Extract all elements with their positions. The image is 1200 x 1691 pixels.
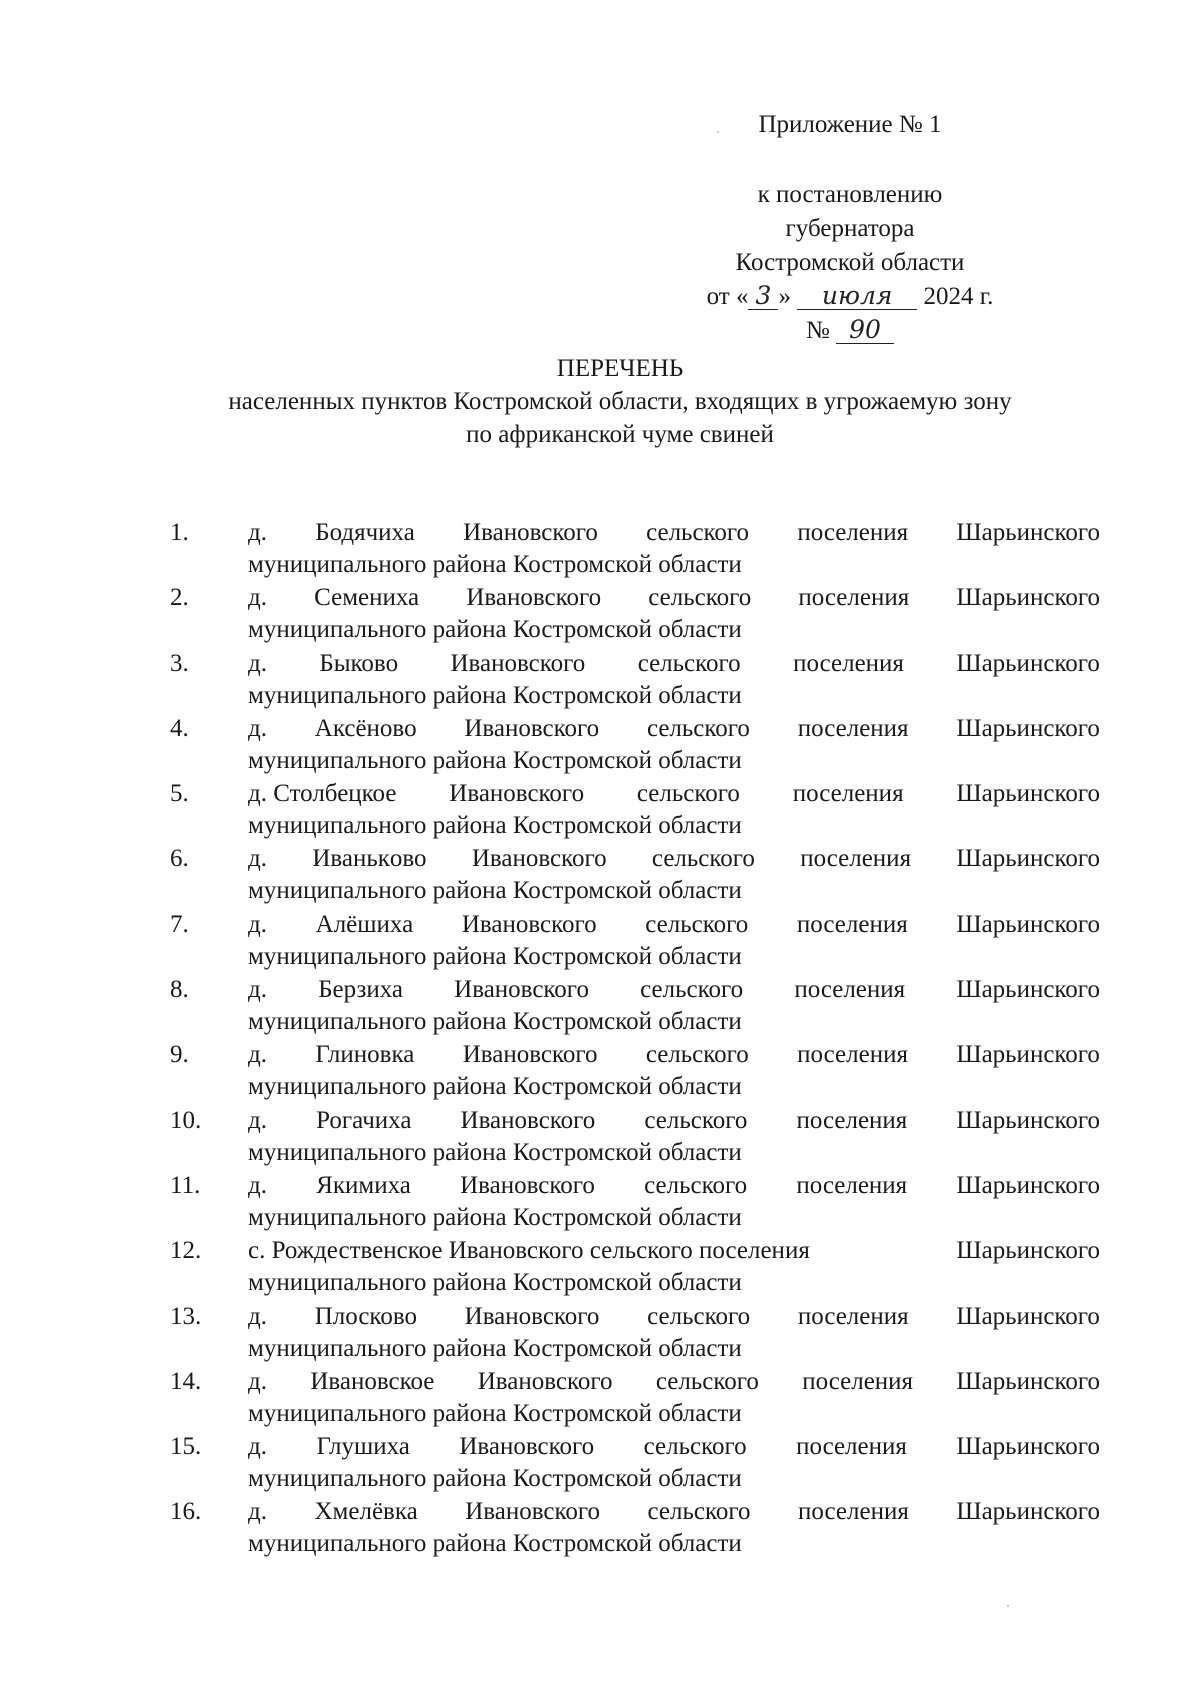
list-item-text: [248, 1301, 1100, 1365]
list-item-line-1: [248, 1039, 1100, 1071]
list-item-line-2: муниципального района Костромской области: [248, 681, 742, 709]
list-item-word: поселения: [796, 1171, 908, 1199]
list-item-word: с. Рождественское Ивановского сельского поселения: [248, 1237, 810, 1265]
list-item-word: поселения: [802, 1367, 914, 1395]
list-item-number: 6.: [170, 845, 189, 873]
list-item-line-1: [248, 1105, 1100, 1137]
list-item-line-1: [248, 843, 1100, 875]
list-item-word: д.: [248, 845, 267, 873]
list-item-number: 15.: [170, 1433, 202, 1461]
list-item-word: поселения: [794, 976, 906, 1004]
resolution-date-line: [700, 280, 1000, 348]
list-item-word: Быково: [319, 649, 399, 677]
resolution-line-1: к постановлению губернатора: [757, 181, 943, 242]
list-item-word: Ивановского: [450, 649, 586, 677]
list-item-line-1: [248, 1170, 1100, 1202]
list-item-text: [248, 517, 1100, 581]
list-item-word: сельского: [637, 649, 741, 677]
list-heading: [170, 352, 1070, 451]
list-item-word: поселения: [800, 845, 912, 873]
resolution-line-2: Костромской области: [735, 249, 965, 276]
list-item-word: Шарьинского: [956, 976, 1100, 1004]
list-item-word: Ивановского: [464, 714, 600, 742]
heading-subtitle-line-1: населенных пунктов Костромской области, входящих в угрожаемую зону: [228, 388, 1012, 415]
list-item-word: Ивановского: [461, 910, 597, 938]
list-item: [170, 1431, 1100, 1496]
list-item: [170, 1170, 1100, 1235]
appendix-title: Приложение № 1: [758, 111, 942, 138]
list-item-text: [248, 1496, 1100, 1560]
list-item-word: Ивановского: [460, 1171, 595, 1199]
list-item-word: Плосково: [314, 1302, 417, 1330]
list-item: [170, 713, 1100, 778]
list-item-line-1: [248, 1235, 1100, 1267]
list-item-word: Шарьинского: [956, 910, 1100, 938]
list-item-word: Шарьинского: [956, 845, 1100, 873]
list-item-line-2: муниципального района Костромской области: [248, 1203, 742, 1231]
list-item-word: Шарьинского: [956, 1433, 1100, 1461]
list-item-word: поселения: [793, 649, 904, 677]
handwritten-month: июля: [797, 283, 917, 310]
list-item-word: д. Столбецкое: [248, 780, 397, 808]
list-item-line-1: [248, 778, 1100, 810]
list-item-line-2: муниципального района Костромской области: [248, 877, 742, 905]
list-item-word: поселения: [798, 1498, 909, 1526]
list-item-word: Ивановского: [454, 976, 589, 1004]
list-item: [170, 1105, 1100, 1170]
list-item-word: сельского: [646, 519, 750, 546]
list-item-word: Ивановского: [464, 1302, 600, 1330]
list-item: [170, 909, 1100, 974]
list-item-word: Ивановское: [310, 1367, 435, 1395]
list-item-word: д.: [248, 1302, 267, 1330]
list-item: [170, 843, 1100, 908]
list-item-word: сельского: [651, 845, 755, 873]
list-item-word: Ивановского: [462, 1041, 598, 1069]
list-item: [170, 648, 1100, 713]
list-item-word: Рогачиха: [316, 1106, 412, 1134]
handwritten-number: 90: [836, 317, 894, 344]
list-item-line-1: [248, 909, 1100, 941]
list-item-word: сельского: [647, 1498, 751, 1526]
list-item-word: д.: [248, 1106, 267, 1134]
list-item-number: 16.: [170, 1498, 202, 1526]
list-item-word: Глушиха: [316, 1433, 410, 1461]
date-prefix: от «: [706, 283, 749, 310]
list-item-text: [248, 648, 1100, 712]
list-item-word: поселения: [798, 584, 910, 612]
list-item: [170, 1235, 1100, 1300]
list-item-word: сельского: [648, 584, 752, 612]
list-item-text: [248, 778, 1100, 842]
list-item-word: д.: [248, 519, 267, 546]
list-item-line-2: муниципального района Костромской области: [248, 1269, 742, 1297]
list-item: [170, 974, 1100, 1039]
list-item-word: д.: [248, 976, 267, 1004]
list-item-number: 14.: [170, 1367, 202, 1395]
list-item-word: сельского: [636, 780, 740, 808]
scan-speck: [717, 131, 719, 133]
list-item-text: [248, 974, 1100, 1038]
list-item-number: 13.: [170, 1302, 202, 1330]
list-item-word: Шарьинского: [956, 584, 1100, 612]
list-item-text: [248, 582, 1100, 646]
list-item-word: Шарьинского: [956, 1106, 1100, 1134]
list-item-text: [248, 713, 1100, 777]
list-item-line-2: муниципального района Костромской области: [248, 1138, 742, 1166]
list-item-word: поселения: [797, 714, 909, 742]
list-item-number: 3.: [170, 649, 189, 677]
list-item-line-2: муниципального района Костромской области: [248, 746, 742, 774]
list-item-word: поселения: [792, 780, 904, 808]
list-item-line-2: муниципального района Костромской области: [248, 942, 742, 970]
list-item-line-1: [248, 1366, 1100, 1398]
list-item-word: д.: [248, 584, 267, 612]
heading-subtitle-line-2: по африканской чуме свиней: [466, 421, 774, 448]
list-item-text: [248, 1170, 1100, 1234]
list-item: [170, 1039, 1100, 1104]
list-item-word: поселения: [796, 1106, 908, 1134]
list-item-word: д.: [248, 1367, 267, 1395]
handwritten-day: 3: [748, 283, 778, 310]
list-item-number: 11.: [170, 1171, 201, 1199]
list-item-word: Якимиха: [316, 1171, 411, 1199]
list-item-text: [248, 1431, 1100, 1495]
list-item-word: сельского: [643, 1433, 747, 1461]
list-item-line-1: [248, 1301, 1100, 1333]
list-item-text: [248, 1235, 1100, 1299]
list-item-line-2: муниципального района Костромской области: [248, 1334, 742, 1362]
list-item-word: д.: [248, 1433, 267, 1461]
settlements-list: [170, 517, 1100, 1562]
list-item-word: поселения: [796, 1433, 907, 1461]
list-item-word: сельского: [655, 1367, 759, 1395]
list-item-text: [248, 843, 1100, 907]
list-item: [170, 1496, 1100, 1561]
list-item-word: поселения: [796, 910, 908, 938]
list-item-word: Шарьинского: [956, 1302, 1100, 1330]
list-item-text: [248, 1105, 1100, 1169]
list-item-word: Шарьинского: [956, 1041, 1100, 1069]
list-item-word: сельского: [645, 1041, 749, 1069]
list-item-text: [248, 909, 1100, 973]
list-item-text: [248, 1366, 1100, 1430]
list-item-word: поселения: [797, 1302, 909, 1330]
list-item-word: Берзиха: [318, 976, 403, 1004]
list-item-word: Ивановского: [460, 1106, 596, 1134]
list-item-word: Ивановского: [449, 780, 585, 808]
list-item: [170, 1301, 1100, 1366]
list-item-line-2: муниципального района Костромской области: [248, 1008, 742, 1036]
list-item-word: сельского: [646, 714, 750, 742]
list-item-word: Иванькoво: [312, 845, 427, 873]
list-item-word: Шарьинского: [956, 714, 1100, 742]
list-item-word: Шарьинского: [956, 1171, 1100, 1199]
list-item-number: 8.: [170, 976, 189, 1004]
list-item-word: поселения: [797, 1041, 908, 1069]
list-item-word: Ивановского: [477, 1367, 613, 1395]
list-item-line-2: муниципального района Костромской области: [248, 551, 742, 578]
list-item-word: Аксёново: [314, 714, 417, 742]
list-item-number: 10.: [170, 1106, 202, 1134]
date-year-part: 2024 г. №: [805, 283, 994, 344]
list-item-word: д.: [248, 1171, 267, 1199]
list-item-word: Ивановского: [466, 584, 602, 612]
date-mid: »: [778, 283, 791, 310]
list-item-word: Шарьинского: [956, 780, 1100, 808]
list-item-word: д.: [248, 714, 267, 742]
list-item-line-1: [248, 517, 1100, 549]
list-item-line-2: муниципального района Костромской области: [248, 1399, 742, 1427]
list-item-line-1: [248, 648, 1100, 680]
list-item-number: 1.: [170, 519, 189, 546]
list-item-line-1: [248, 713, 1100, 745]
list-item-number: 9.: [170, 1041, 189, 1069]
list-item-word: поселения: [797, 519, 909, 546]
list-item-word: Алёшиха: [315, 910, 414, 938]
list-item-word: сельского: [647, 1302, 751, 1330]
list-item: [170, 582, 1100, 647]
list-item-word: Шарьинского: [956, 519, 1100, 546]
list-item-word: Семениха: [314, 584, 420, 612]
list-item-line-1: [248, 1496, 1100, 1528]
list-item: [170, 1366, 1100, 1431]
list-item-number: 7.: [170, 910, 189, 938]
list-item-word: д.: [248, 1498, 267, 1526]
list-item-word: Ивановского: [471, 845, 607, 873]
list-item-word: Ивановского: [463, 519, 598, 546]
list-item-word: д.: [248, 649, 267, 677]
list-item-word: Шарьинского: [956, 649, 1100, 677]
list-item-word: д.: [248, 910, 267, 938]
list-item-line-2: муниципального района Костромской области: [248, 616, 742, 644]
list-item-word: Глиновка: [315, 1041, 415, 1069]
list-item-word: Шарьинского: [956, 1237, 1100, 1265]
list-item-number: 2.: [170, 584, 189, 612]
list-item-word: Шарьинского: [956, 1367, 1100, 1395]
list-item-word: сельского: [644, 1171, 748, 1199]
list-item-line-1: [248, 974, 1100, 1006]
list-item-word: сельского: [644, 1106, 748, 1134]
heading-title: ПЕРЕЧЕНЬ: [556, 355, 684, 382]
list-item-number: 12.: [170, 1237, 202, 1265]
list-item-text: [248, 1039, 1100, 1103]
list-item-line-2: муниципального района Костромской области: [248, 1465, 742, 1493]
list-item: [170, 778, 1100, 843]
list-item-number: 5.: [170, 780, 189, 808]
list-item-word: Ивановского: [459, 1433, 595, 1461]
appendix-block: [700, 108, 1000, 348]
list-item-word: сельского: [640, 976, 744, 1004]
list-item-word: д.: [248, 1041, 267, 1069]
list-item-line-1: [248, 1431, 1100, 1463]
list-item-line-2: муниципального района Костромской области: [248, 812, 742, 840]
list-item-number: 4.: [170, 714, 189, 742]
list-item-word: Хмелёвка: [314, 1498, 418, 1526]
scan-speck: [1007, 1605, 1009, 1607]
list-item-word: Ивановского: [465, 1498, 600, 1526]
list-item-word: Шарьинского: [956, 1498, 1100, 1526]
list-item-word: Бодячиха: [315, 519, 415, 546]
list-item-line-2: муниципального района Костромской области: [248, 1530, 742, 1558]
list-item-line-1: [248, 582, 1100, 614]
list-item: [170, 517, 1100, 582]
list-item-line-2: муниципального района Костромской области: [248, 1073, 742, 1101]
list-item-word: сельского: [645, 910, 749, 938]
